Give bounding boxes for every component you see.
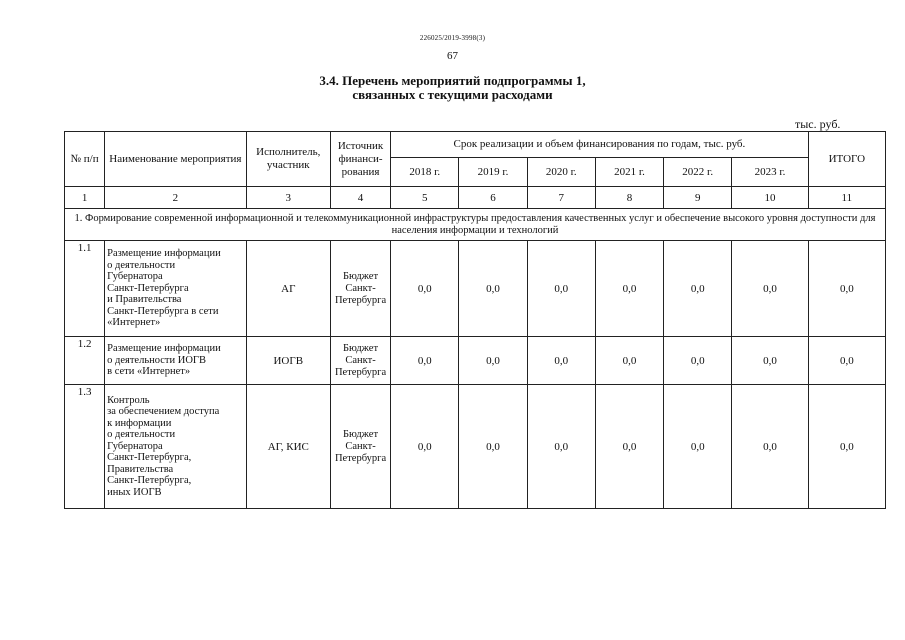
header-year: 2022 г. <box>664 158 732 187</box>
activity-name-line: Санкт-Петербурга <box>107 282 189 294</box>
funding-source-line: Санкт- <box>345 282 376 294</box>
year-value: 0,0 <box>527 337 595 385</box>
activity-name-line: Размещение информации <box>107 248 221 260</box>
executor: ИОГВ <box>246 337 330 385</box>
activities-table <box>64 131 886 509</box>
activity-name-line: Санкт-Петербурга, <box>107 452 192 464</box>
units-label: тыс. руб. <box>795 117 841 131</box>
year-value: 0,0 <box>595 337 663 385</box>
activity-name-line: Губернатора <box>107 440 163 452</box>
total-value: 0,0 <box>808 385 885 509</box>
activity-name <box>105 241 247 337</box>
table-row <box>65 241 886 337</box>
page-number: 67 <box>447 50 458 62</box>
header-year: 2023 г. <box>732 158 808 187</box>
year-value: 0,0 <box>527 385 595 509</box>
funding-source-line: Бюджет <box>343 342 379 354</box>
title-line-2: связанных с текущими расходами <box>352 87 553 102</box>
funding-source-line: Бюджет <box>343 270 379 282</box>
activity-name-line: за обеспечением доступа <box>107 406 220 418</box>
column-number: 7 <box>527 187 595 209</box>
activity-name-line: иных ИОГВ <box>107 486 162 498</box>
column-number: 11 <box>808 187 885 209</box>
year-value: 0,0 <box>459 241 527 337</box>
funding-source-line: Петербурга <box>334 294 387 306</box>
section-title: 1. Формирование современной информационной и телекоммуникационной инфраструктуры предоставления качественных услуг и обеспечение высокого уровня доступности для населения информации и технологий <box>65 209 886 241</box>
section-row <box>65 209 886 241</box>
activity-name-line: «Интернет» <box>107 317 161 329</box>
activity-name <box>105 337 247 385</box>
year-value: 0,0 <box>732 385 808 509</box>
executor: АГ <box>246 241 330 337</box>
row-number: 1.3 <box>65 385 105 509</box>
header-total: ИТОГО <box>808 132 885 187</box>
column-number: 9 <box>664 187 732 209</box>
row-number: 1.2 <box>65 337 105 385</box>
year-value: 0,0 <box>732 337 808 385</box>
year-value: 0,0 <box>391 385 459 509</box>
activity-name-line: к информации <box>107 417 172 429</box>
header-num: № п/п <box>65 132 105 187</box>
table-row <box>65 337 886 385</box>
header-source: Источник финанси-рования <box>330 132 390 187</box>
column-number: 6 <box>459 187 527 209</box>
row-number: 1.1 <box>65 241 105 337</box>
year-value: 0,0 <box>391 241 459 337</box>
header-name: Наименование мероприятия <box>105 132 247 187</box>
activity-name-line: о деятельности ИОГВ <box>107 354 206 366</box>
total-value: 0,0 <box>808 337 885 385</box>
year-value: 0,0 <box>732 241 808 337</box>
year-value: 0,0 <box>459 385 527 509</box>
column-number: 8 <box>595 187 663 209</box>
activity-name-line: о деятельности <box>107 429 176 441</box>
column-number: 3 <box>246 187 330 209</box>
executor: АГ, КИС <box>246 385 330 509</box>
header-year: 2019 г. <box>459 158 527 187</box>
funding-source-line: Санкт- <box>345 440 376 452</box>
activity-name-line: Губернатора <box>107 271 163 283</box>
column-number: 5 <box>391 187 459 209</box>
header-year: 2020 г. <box>527 158 595 187</box>
year-value: 0,0 <box>595 385 663 509</box>
year-value: 0,0 <box>527 241 595 337</box>
activity-name-line: Правительства <box>107 463 174 475</box>
header-period: Срок реализации и объем финансирования по годам, тыс. руб. <box>391 132 809 158</box>
funding-source-line: Санкт- <box>345 354 376 366</box>
funding-source <box>330 241 390 337</box>
funding-source-line: Бюджет <box>343 428 379 440</box>
document-number: 226025/2019-3998(3) <box>419 34 486 42</box>
activity-name-line: в сети «Интернет» <box>107 366 191 378</box>
column-number: 1 <box>65 187 105 209</box>
activity-name-line: Санкт-Петербурга в сети <box>107 305 219 317</box>
funding-source <box>330 337 390 385</box>
year-value: 0,0 <box>459 337 527 385</box>
year-value: 0,0 <box>664 385 732 509</box>
page-title <box>0 74 905 102</box>
activity-name-line: о деятельности <box>107 259 176 271</box>
activity-name <box>105 385 247 509</box>
year-value: 0,0 <box>595 241 663 337</box>
column-numbers-row <box>65 187 886 209</box>
table-row <box>65 385 886 509</box>
year-value: 0,0 <box>391 337 459 385</box>
column-number: 2 <box>105 187 247 209</box>
header-year: 2021 г. <box>595 158 663 187</box>
year-value: 0,0 <box>664 241 732 337</box>
activity-name-line: Размещение информации <box>107 343 221 355</box>
header-year: 2018 г. <box>391 158 459 187</box>
column-number: 4 <box>330 187 390 209</box>
funding-source-line: Петербурга <box>334 366 387 378</box>
activity-name-line: Контроль <box>107 394 150 406</box>
funding-source <box>330 385 390 509</box>
total-value: 0,0 <box>808 241 885 337</box>
activity-name-line: Санкт-Петербурга, <box>107 475 192 487</box>
year-value: 0,0 <box>664 337 732 385</box>
header-executor: Исполнитель, участник <box>246 132 330 187</box>
column-number: 10 <box>732 187 808 209</box>
title-line-1: 3.4. Перечень мероприятий подпрограммы 1, <box>319 73 586 88</box>
activity-name-line: и Правительства <box>107 294 182 306</box>
funding-source-line: Петербурга <box>334 452 387 464</box>
